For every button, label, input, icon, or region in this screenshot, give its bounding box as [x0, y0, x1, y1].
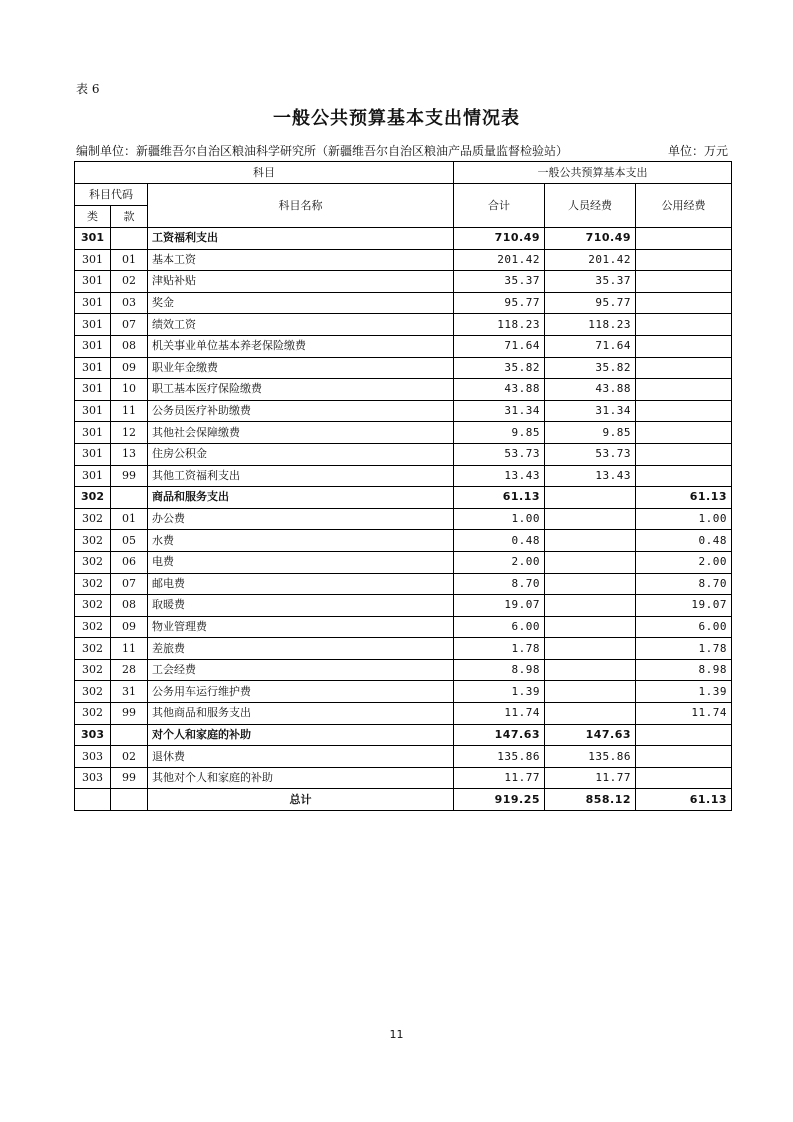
total-cell: 1.78: [454, 638, 545, 660]
subject-name-cell: 绩效工资: [148, 314, 454, 336]
personnel-cell: [545, 659, 636, 681]
kuan-cell: [111, 724, 148, 746]
total-cell: 19.07: [454, 595, 545, 617]
table-row: [75, 292, 732, 314]
kuan-cell: 01: [111, 249, 148, 271]
total-cell: 0.48: [454, 530, 545, 552]
lei-cell: 303: [75, 724, 111, 746]
total-cell: 6.00: [454, 616, 545, 638]
lei-cell: 303: [75, 767, 111, 789]
subject-name-cell: 津贴补贴: [148, 271, 454, 293]
subject-name-cell: 水费: [148, 530, 454, 552]
total-cell: 35.37: [454, 271, 545, 293]
subject-name-cell: 奖金: [148, 292, 454, 314]
lei-cell: 302: [75, 508, 111, 530]
subject-name-cell: 其他对个人和家庭的补助: [148, 767, 454, 789]
lei-cell: 302: [75, 681, 111, 703]
total-cell: 43.88: [454, 379, 545, 401]
public-cell: [636, 746, 732, 768]
lei-cell: 302: [75, 573, 111, 595]
table-row: [75, 508, 732, 530]
public-cell: 1.39: [636, 681, 732, 703]
page-title: 一般公共预算基本支出情况表: [273, 108, 520, 129]
personnel-cell: 35.82: [545, 357, 636, 379]
total-kuan-cell: [111, 789, 148, 811]
header-kuan: 款: [111, 206, 148, 228]
kuan-cell: 07: [111, 314, 148, 336]
total-sum: 919.25: [454, 789, 545, 811]
subject-name-cell: 公务用车运行维护费: [148, 681, 454, 703]
public-cell: [636, 292, 732, 314]
personnel-cell: 13.43: [545, 465, 636, 487]
lei-cell: 301: [75, 292, 111, 314]
subject-name-cell: 办公费: [148, 508, 454, 530]
total-cell: 1.39: [454, 681, 545, 703]
kuan-cell: 02: [111, 271, 148, 293]
meta-row: [76, 142, 728, 159]
personnel-cell: 71.64: [545, 335, 636, 357]
total-cell: 201.42: [454, 249, 545, 271]
public-cell: [636, 335, 732, 357]
personnel-cell: [545, 638, 636, 660]
subject-name-cell: 机关事业单位基本养老保险缴费: [148, 335, 454, 357]
kuan-cell: [111, 487, 148, 509]
table-row: [75, 703, 732, 725]
lei-cell: 301: [75, 314, 111, 336]
table-row: [75, 314, 732, 336]
public-cell: [636, 228, 732, 250]
table-row: [75, 551, 732, 573]
lei-cell: 301: [75, 271, 111, 293]
table-row: [75, 422, 732, 444]
organization-label: 编制单位：新疆维吾尔自治区粮油科学研究所（新疆维吾尔自治区粮油产品质量监督检验站）: [76, 144, 569, 158]
lei-cell: 301: [75, 228, 111, 250]
subject-name-cell: 工资福利支出: [148, 228, 454, 250]
table-number: 表 6: [76, 82, 100, 96]
public-cell: [636, 379, 732, 401]
personnel-cell: 35.37: [545, 271, 636, 293]
table-row: [75, 530, 732, 552]
subject-name-cell: 住房公积金: [148, 443, 454, 465]
table-row: [75, 638, 732, 660]
table-row: [75, 573, 732, 595]
kuan-cell: 13: [111, 443, 148, 465]
total-cell: 31.34: [454, 400, 545, 422]
total-cell: 11.77: [454, 767, 545, 789]
budget-table: [74, 161, 732, 811]
personnel-cell: [545, 595, 636, 617]
personnel-cell: 135.86: [545, 746, 636, 768]
total-lei-cell: [75, 789, 111, 811]
total-cell: 135.86: [454, 746, 545, 768]
kuan-cell: 99: [111, 465, 148, 487]
public-cell: 8.70: [636, 573, 732, 595]
total-cell: 61.13: [454, 487, 545, 509]
total-cell: 71.64: [454, 335, 545, 357]
personnel-cell: [545, 530, 636, 552]
subject-name-cell: 对个人和家庭的补助: [148, 724, 454, 746]
public-cell: 61.13: [636, 487, 732, 509]
personnel-cell: 31.34: [545, 400, 636, 422]
total-cell: 147.63: [454, 724, 545, 746]
header-budget-group: 一般公共预算基本支出: [454, 162, 732, 184]
subject-name-cell: 其他商品和服务支出: [148, 703, 454, 725]
personnel-cell: [545, 616, 636, 638]
personnel-cell: 11.77: [545, 767, 636, 789]
subject-name-cell: 商品和服务支出: [148, 487, 454, 509]
personnel-cell: 95.77: [545, 292, 636, 314]
public-cell: 8.98: [636, 659, 732, 681]
kuan-cell: 06: [111, 551, 148, 573]
lei-cell: 301: [75, 249, 111, 271]
table-row: [75, 443, 732, 465]
total-cell: 53.73: [454, 443, 545, 465]
kuan-cell: 31: [111, 681, 148, 703]
kuan-cell: 10: [111, 379, 148, 401]
kuan-cell: 05: [111, 530, 148, 552]
public-cell: 1.78: [636, 638, 732, 660]
page-number: 11: [389, 1028, 404, 1041]
header-code: 科目代码: [75, 184, 148, 206]
total-public: 61.13: [636, 789, 732, 811]
table-row: [75, 379, 732, 401]
kuan-cell: 02: [111, 746, 148, 768]
public-cell: [636, 314, 732, 336]
lei-cell: 302: [75, 703, 111, 725]
unit-label: 单位：万元: [667, 144, 728, 158]
kuan-cell: 99: [111, 767, 148, 789]
lei-cell: 302: [75, 487, 111, 509]
total-cell: 95.77: [454, 292, 545, 314]
kuan-cell: 28: [111, 659, 148, 681]
table-row: [75, 465, 732, 487]
table-row: [75, 400, 732, 422]
public-cell: 2.00: [636, 551, 732, 573]
total-cell: 9.85: [454, 422, 545, 444]
header-subject: 科目: [75, 162, 454, 184]
personnel-cell: [545, 573, 636, 595]
total-cell: 8.98: [454, 659, 545, 681]
lei-cell: 301: [75, 422, 111, 444]
subject-name-cell: 公务员医疗补助缴费: [148, 400, 454, 422]
lei-cell: 302: [75, 659, 111, 681]
public-cell: 11.74: [636, 703, 732, 725]
subject-name-cell: 取暖费: [148, 595, 454, 617]
lei-cell: 302: [75, 530, 111, 552]
subject-name-cell: 退休费: [148, 746, 454, 768]
public-cell: [636, 357, 732, 379]
table-row: [75, 271, 732, 293]
table-body: [75, 228, 732, 789]
public-cell: 6.00: [636, 616, 732, 638]
table-row: [75, 357, 732, 379]
subject-name-cell: 职工基本医疗保险缴费: [148, 379, 454, 401]
table-row: [75, 681, 732, 703]
table-row: [75, 335, 732, 357]
personnel-cell: 118.23: [545, 314, 636, 336]
personnel-cell: [545, 551, 636, 573]
lei-cell: 301: [75, 379, 111, 401]
public-cell: [636, 767, 732, 789]
kuan-cell: 03: [111, 292, 148, 314]
total-cell: 35.82: [454, 357, 545, 379]
table-row: [75, 746, 732, 768]
public-cell: 0.48: [636, 530, 732, 552]
total-cell: 2.00: [454, 551, 545, 573]
header-public: 公用经费: [636, 184, 732, 228]
lei-cell: 301: [75, 400, 111, 422]
section-row: [75, 724, 732, 746]
personnel-cell: 9.85: [545, 422, 636, 444]
total-cell: 710.49: [454, 228, 545, 250]
personnel-cell: 147.63: [545, 724, 636, 746]
header-total: 合计: [454, 184, 545, 228]
header-lei: 类: [75, 206, 111, 228]
header-subject-name: 科目名称: [148, 184, 454, 228]
personnel-cell: [545, 703, 636, 725]
public-cell: 1.00: [636, 508, 732, 530]
subject-name-cell: 邮电费: [148, 573, 454, 595]
lei-cell: 302: [75, 551, 111, 573]
lei-cell: 301: [75, 357, 111, 379]
total-row: [75, 789, 732, 811]
public-cell: [636, 465, 732, 487]
subject-name-cell: 差旅费: [148, 638, 454, 660]
personnel-cell: 53.73: [545, 443, 636, 465]
kuan-cell: [111, 228, 148, 250]
lei-cell: 302: [75, 616, 111, 638]
kuan-cell: 08: [111, 335, 148, 357]
personnel-cell: 710.49: [545, 228, 636, 250]
personnel-cell: [545, 681, 636, 703]
table-row: [75, 767, 732, 789]
section-row: [75, 487, 732, 509]
kuan-cell: 12: [111, 422, 148, 444]
total-personnel: 858.12: [545, 789, 636, 811]
public-cell: 19.07: [636, 595, 732, 617]
personnel-cell: 43.88: [545, 379, 636, 401]
lei-cell: 301: [75, 443, 111, 465]
total-cell: 13.43: [454, 465, 545, 487]
public-cell: [636, 422, 732, 444]
kuan-cell: 01: [111, 508, 148, 530]
total-label: 总计: [148, 789, 454, 811]
subject-name-cell: 其他社会保障缴费: [148, 422, 454, 444]
subject-name-cell: 职业年金缴费: [148, 357, 454, 379]
table-row: [75, 249, 732, 271]
public-cell: [636, 443, 732, 465]
lei-cell: 301: [75, 335, 111, 357]
lei-cell: 303: [75, 746, 111, 768]
section-row: [75, 228, 732, 250]
lei-cell: 302: [75, 638, 111, 660]
total-cell: 1.00: [454, 508, 545, 530]
subject-name-cell: 电费: [148, 551, 454, 573]
kuan-cell: 09: [111, 616, 148, 638]
subject-name-cell: 物业管理费: [148, 616, 454, 638]
personnel-cell: 201.42: [545, 249, 636, 271]
table-row: [75, 659, 732, 681]
kuan-cell: 07: [111, 573, 148, 595]
kuan-cell: 09: [111, 357, 148, 379]
total-cell: 8.70: [454, 573, 545, 595]
kuan-cell: 11: [111, 400, 148, 422]
subject-name-cell: 基本工资: [148, 249, 454, 271]
lei-cell: 301: [75, 465, 111, 487]
public-cell: [636, 400, 732, 422]
public-cell: [636, 249, 732, 271]
public-cell: [636, 271, 732, 293]
personnel-cell: [545, 508, 636, 530]
kuan-cell: 08: [111, 595, 148, 617]
table-row: [75, 616, 732, 638]
kuan-cell: 99: [111, 703, 148, 725]
subject-name-cell: 其他工资福利支出: [148, 465, 454, 487]
lei-cell: 302: [75, 595, 111, 617]
total-cell: 118.23: [454, 314, 545, 336]
subject-name-cell: 工会经费: [148, 659, 454, 681]
table-row: [75, 595, 732, 617]
public-cell: [636, 724, 732, 746]
total-cell: 11.74: [454, 703, 545, 725]
kuan-cell: 11: [111, 638, 148, 660]
personnel-cell: [545, 487, 636, 509]
header-personnel: 人员经费: [545, 184, 636, 228]
